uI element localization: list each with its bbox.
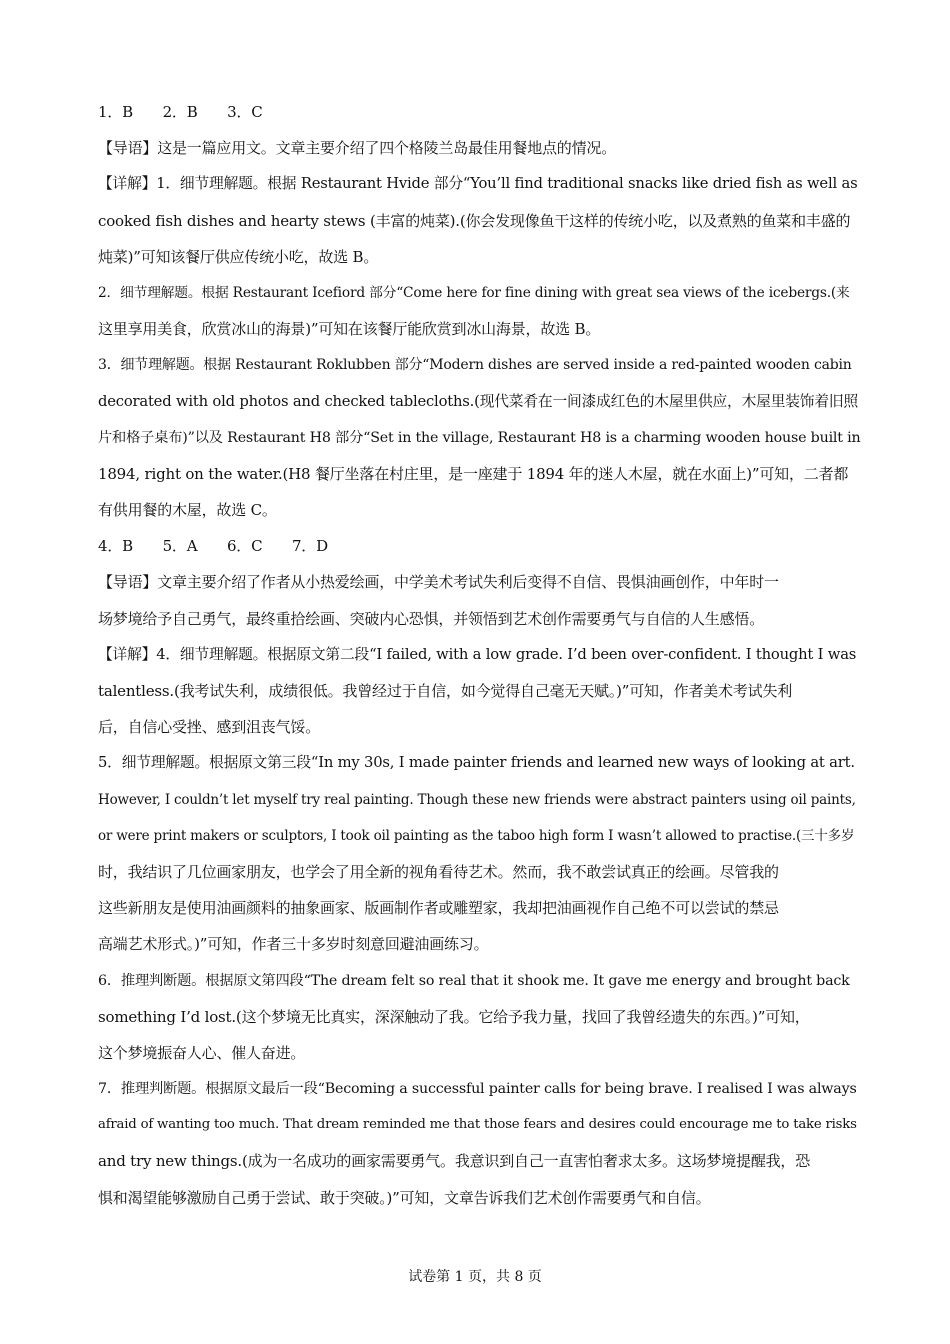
explanation-text-line: 6．推理判断题。根据原文第四段“The dream felt so real that it shook me. It gave me energy and brought back bbox=[98, 972, 850, 989]
explanation-text-line: 【详解】1．细节理解题。根据 Restaurant Hvide 部分“You’ll find traditional snacks like dried fish as well as bbox=[98, 175, 858, 193]
explanation-text-line: 这个梦境振奋人心、催人奋进。 bbox=[98, 1043, 306, 1062]
explanation-text-line: 这里享用美食，欣赏冰山的海景)”可知在该餐厅能欣赏到冰山海景，故选 B。 bbox=[98, 320, 601, 339]
explanation-text-line: However, I couldn’t let myself try real painting. Though these new friends were abstract painters using oil paints, bbox=[98, 791, 856, 808]
explanation-text-line: 惧和渴望能够激励自己勇于尝试、敢于突破。)”可知，文章告诉我们艺术创作需要勇气和自信。 bbox=[98, 1188, 711, 1207]
answer-key-4-7: 4．B 5．A 6．C 7．D bbox=[98, 537, 328, 556]
explanation-text-line: decorated with old photos and checked tablecloths.(现代菜肴在一间漆成红色的木屋里供应，木屋里装饰着旧照 bbox=[98, 392, 858, 410]
explanation-text-line: 有供用餐的木屋，故选 C。 bbox=[98, 501, 277, 520]
explanation-text-line: 3．细节理解题。根据 Restaurant Roklubben 部分“Modern dishes are served inside a red-painted wooden cabin bbox=[98, 357, 852, 374]
explanation-text-line: 1894, right on the water.(H8 餐厅坐落在村庄里，是一座建于 1894 年的迷人木屋，就在水面上)”可知，二者都 bbox=[98, 464, 849, 483]
answer-explanations bbox=[98, 94, 862, 1216]
explanation-text-line: something I’d lost.(这个梦境无比真实，深深触动了我。它给予我力量，找回了我曾经遗失的东西。)”可知， bbox=[98, 1007, 810, 1026]
passage-b-intro: 【导语】文章主要介绍了作者从小热爱绘画，中学美术考试失利后变得不自信、畏惧油画创作，中年时一 bbox=[98, 573, 779, 592]
page-footer: 试卷第 1 页，共 8 页 bbox=[408, 1269, 542, 1285]
explanation-text-line: talentless.(我考试失利，成绩很低。我曾经过于自信，如今觉得自己毫无天赋。)”可知，作者美术考试失利 bbox=[98, 682, 793, 700]
explanation-text-line: 炖菜)”可知该餐厅供应传统小吃，故选 B。 bbox=[98, 247, 379, 266]
explanation-text-line: 【详解】4．细节理解题。根据原文第二段“I failed, with a low grade. I’d been over-confident. I thought I was bbox=[98, 645, 857, 663]
answer-key-1-3: 1．B 2．B 3．C bbox=[98, 103, 263, 121]
explanation-text-line: 后，自信心受挫、感到沮丧气馁。 bbox=[98, 718, 321, 737]
explanation-text-line: 高端艺术形式。)”可知，作者三十多岁时刻意回避油画练习。 bbox=[98, 935, 489, 954]
passage-b-intro: 场梦境给予自己勇气，最终重拾绘画、突破内心恐惧，并领悟到艺术创作需要勇气与自信的人生感悟。 bbox=[98, 609, 765, 628]
explanation-text-line: 2．细节理解题。根据 Restaurant Icefiord 部分“Come here for fine dining with great sea views of the icebergs.(来 bbox=[98, 284, 850, 301]
explanation-text-line: afraid of wanting too much. That dream reminded me that those fears and desires could encourage me to take risks bbox=[98, 1117, 857, 1133]
explanation-text-line: cooked fish dishes and hearty stews (丰富的炖菜).(你会发现像鱼干这样的传统小吃，以及煮熟的鱼菜和丰盛的 bbox=[98, 211, 851, 230]
passage-a-intro: 【导语】这是一篇应用文。文章主要介绍了四个格陵兰岛最佳用餐地点的情况。 bbox=[98, 139, 617, 158]
explanation-text-line: or were print makers or sculptors, I took oil painting as the taboo high form I wasn’t allowed to practise.(三十多岁 bbox=[98, 827, 855, 844]
explanation-text-line: 片和格子桌布)”以及 Restaurant H8 部分“Set in the village, Restaurant H8 is a charming wooden house built in bbox=[98, 429, 861, 446]
explanation-text-line: 5．细节理解题。根据原文第三段“In my 30s, I made painter friends and learned new ways of looking at art. bbox=[98, 754, 855, 772]
explanation-text-line: and try new things.(成为一名成功的画家需要勇气。我意识到自己一直害怕奢求太多。这场梦境提醒我，恐 bbox=[98, 1152, 811, 1171]
explanation-text-line: 这些新朋友是使用油画颜料的抽象画家、版画制作者或雕塑家，我却把油画视作自己绝不可以尝试的禁忌 bbox=[98, 899, 779, 918]
explanation-text-line: 时，我结识了几位画家朋友，也学会了用全新的视角看待艺术。然而，我不敢尝试真正的绘画。尽管我的 bbox=[98, 862, 779, 881]
explanation-text-line: 7．推理判断题。根据原文最后一段“Becoming a successful painter calls for being brave. I realised I was always bbox=[98, 1081, 857, 1098]
